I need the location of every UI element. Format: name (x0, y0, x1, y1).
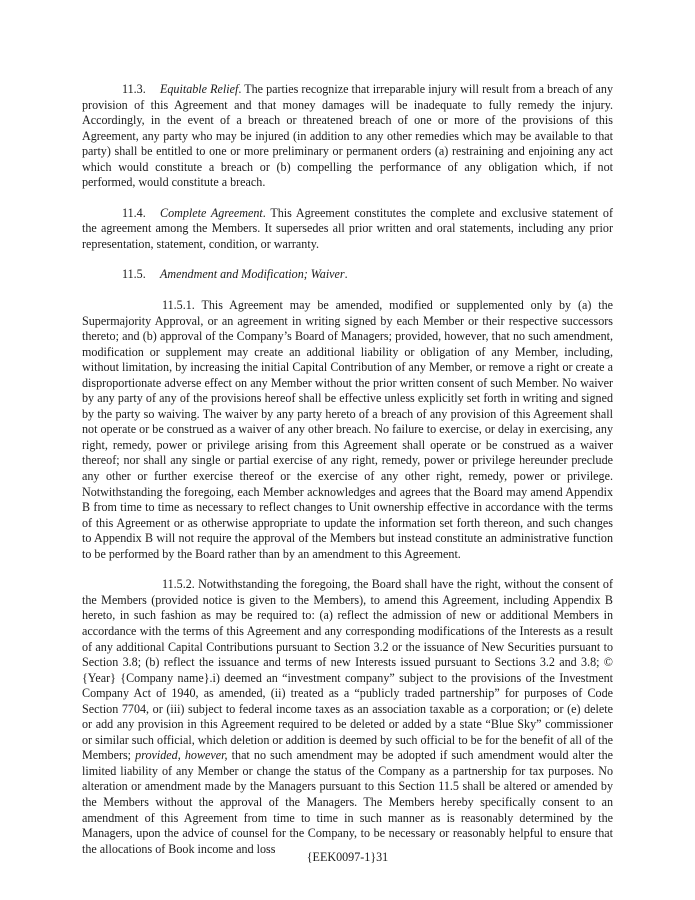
subsection-body-start: 11.5.2. Notwithstanding the foregoing, the Board shall have the right, without the consent of the Members (provided notice is given to the Members), to amend this Agreement, including Appendix B hereto, in such fashion as may be required to: (a) reflect the admission of new or additional Members in accordance with the terms of this Agreement and any corresponding modifications of the Interests as a result of any additional Capital Contributions pursuant to Section 3.2 or the issuance of New Securities pursuant to Section 3.8; (b) reflect the issuance and terms of new Interests issued pursuant to Sections 3.2 and 3.8; © {Year} {Company name}.i) deemed an “investment company” subject to the provisions of the Investment Company Act of 1940, as amended, (ii) treated as a “publicly traded partnership” for purposes of Code Section 7704, or (iii) subject to federal income taxes as an association taxable as a corporation; or (e) delete or add any provision in this Agreement required to be deleted or added by a state “Blue Sky” commissioner or similar such official, which deletion or addition is deemed by such official to be for the benefit of all of the Members; (82, 577, 613, 763)
section-number: 11.5. (122, 267, 146, 282)
section-11-3 (82, 82, 613, 191)
page-footer: {EEK0097-1}31 (306, 850, 389, 864)
section-heading: Complete Agreement (160, 205, 263, 220)
section-heading: Amendment and Modification; Waiver (160, 267, 345, 282)
section-11-4 (82, 206, 613, 253)
section-11-5 (82, 267, 613, 283)
section-body: . This Agreement constitutes the complete and exclusive statement of the agreement among the Members. It supersedes all prior written and oral statements, including any prior representation, statement, condition, or warranty. (82, 205, 614, 251)
subsection-11-5-1: 11.5.1. This Agreement may be amended, modified or supplemented only by (a) the Supermajority Approval, or an agreement in writing signed by each Member or their respective successors thereto; and (b) approval of the Company’s Board of Managers; provided, however, that no such amendment, modification or supplement may create an additional liability or obligation of any Member, including, without limitation, by increasing the initial Capital Contribution of any Member, or remove a right or create a disproportionate adverse effect on any Member without the prior written consent of such Member. No waiver by any party of any of the provisions hereof shall be effective unless explicitly set forth in writing and signed by the party so waiving. The waiver by any party hereto of a breach of any provision of this Agreement shall not operate or be construed as a waiver of any other breach. No failure to exercise, or delay in exercising, any right, remedy, power or privilege arising from this Agreement shall operate or be construed as a waiver thereof; nor shall any single or partial exercise of any right, remedy, power or privilege hereunder preclude any other or further exercise thereof or the exercise of any other right, remedy, power or privilege. Notwithstanding the foregoing, each Member acknowledges and agrees that the Board may amend Appendix B from time to time as necessary to reflect changes to Unit ownership effective in accordance with the terms of this Agreement or as otherwise appropriate to update the information set forth thereon, and such changes to Appendix B will not require the approval of the Members but instead constitute an administrative function to be performed by the Board rather than by an amendment to this Agreement. (82, 298, 613, 561)
subsection-emphasis: provided, however, (135, 748, 228, 763)
section-heading: Equitable Relief (160, 82, 239, 96)
section-number: 11.4. (122, 205, 146, 220)
subsection-11-5-2 (82, 577, 613, 857)
section-number: 11.3. (122, 82, 146, 96)
section-body: . The parties recognize that irreparable injury will result from a breach of any provision of this Agreement and that money damages will be inadequate to fully remedy the injury. Accordingly, in the event of a breach or threatened breach of one or more of the provisions of this Agreement, any party who may be injured (in addition to any other remedies which may be available to that party) shall be entitled to one or more preliminary or permanent orders (a) restraining and enjoining any act which would constitute a breach or (b) compelling the performance of any obligation which, if not performed, would constitute a breach. (82, 82, 614, 190)
subsection-body-end: that no such amendment may be adopted if such amendment would alter the limited liability of any Member or change the status of the Company as a partnership for tax purposes. No alteration or amendment made by the Managers pursuant to this Section 11.5 shall be altered or amended by the Members without the approval of the Managers. The Members hereby specifically consent to an amendment of this Agreement from time to time in such manner as is reasonably determined by the Managers, upon the advice of counsel for the Company, to be necessary or reasonably helpful to ensure that the allocations of Book income and loss (82, 748, 614, 856)
section-body: . (344, 267, 348, 282)
